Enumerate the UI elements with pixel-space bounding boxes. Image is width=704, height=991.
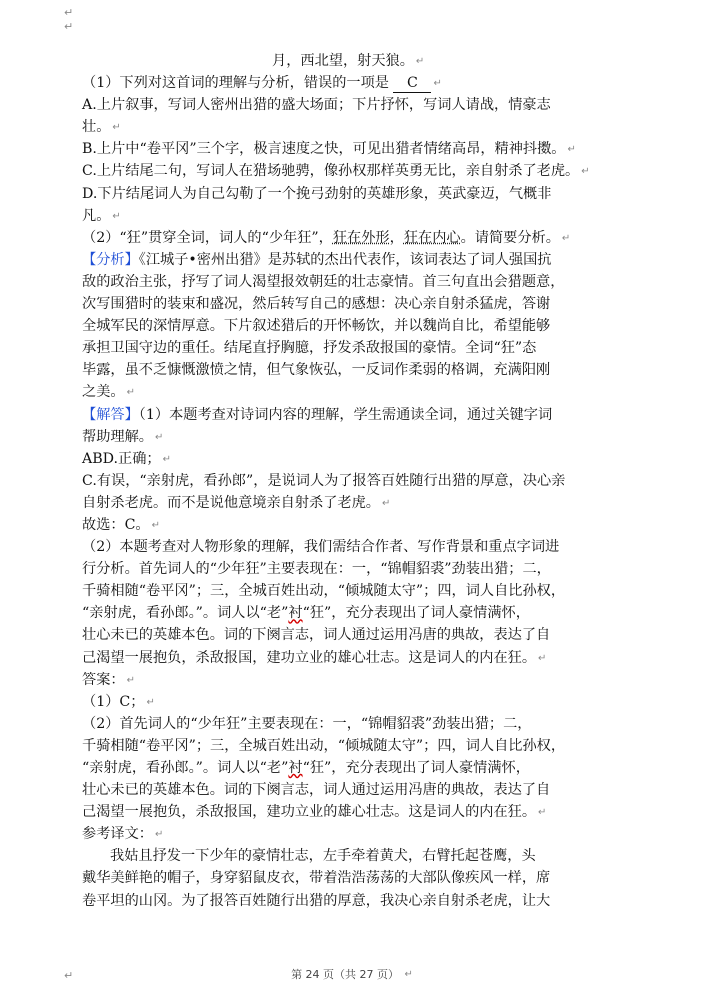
- text-run: 全城军民的深情厚意。下片叙述猎后的开怀畅饮，并以魏尚自比，希望能够: [82, 318, 551, 335]
- paragraph-mark: ↵: [415, 56, 425, 67]
- text-line: [82, 183, 622, 205]
- text-line: [82, 580, 622, 602]
- text-run: “亲射虎，看孙郎。”。词人以“老”: [82, 760, 289, 776]
- text-run: ABD.正确；: [82, 450, 161, 467]
- text-line: [82, 757, 622, 779]
- text-line: [82, 558, 622, 580]
- paragraph-mark: ↵: [162, 453, 172, 465]
- text-line: [82, 779, 622, 801]
- text-line: [82, 845, 622, 867]
- section-tag: 【解答】: [82, 406, 139, 423]
- text-line: [82, 50, 622, 72]
- section-tag: 【分析】: [82, 251, 139, 268]
- text-line: [82, 337, 622, 359]
- paragraph-mark: ↵: [112, 210, 121, 222]
- paragraph-mark: ↵: [561, 232, 571, 244]
- paragraph-mark: ↵: [151, 519, 160, 531]
- text-line: [82, 227, 622, 249]
- text-run: A.上片叙事，写词人密州出猎的盛大场面；下片抒怀，写词人请战，情豪志: [82, 97, 551, 114]
- text-line: [82, 426, 622, 448]
- text-run: “狂”，充分表现出了词人豪情满怀，: [302, 605, 530, 622]
- text-line: [82, 381, 622, 403]
- text-run: 壮心未已的英雄本色。词的下阕言志，词人通过运用冯唐的典故，表达了自: [82, 627, 551, 644]
- text-run: “亲射虎，看孙郎。”。词人以“老”: [82, 605, 289, 622]
- text-run: 衬: [288, 760, 303, 776]
- text-line: [82, 801, 622, 823]
- text-line: [82, 94, 622, 116]
- text-line: [82, 536, 622, 558]
- text-run: （2）首先词人的“少年狂”主要表现在：一，“锦帽貂裘”劲装出猎；二，: [82, 715, 532, 732]
- answer-blank: C: [393, 75, 431, 93]
- text-run: B.上片中“卷平冈”三个字，极言速度之快，可见出猎者情绪高昂，精神抖擞。: [82, 141, 566, 158]
- text-line: [82, 138, 622, 160]
- text-line: [82, 492, 622, 514]
- text-run: （1）下列对这首词的理解与分析，错误的一项是: [82, 75, 394, 92]
- text-line: [82, 867, 622, 889]
- text-line: [82, 359, 622, 381]
- paragraph-mark: ↵: [381, 497, 391, 509]
- text-run: “狂”，充分表现出了词人豪情满怀，: [302, 760, 530, 776]
- text-run: 狂在外形: [332, 229, 390, 246]
- text-line: [82, 823, 622, 845]
- text-line: [82, 735, 622, 757]
- text-run: 壮。: [82, 119, 111, 136]
- text-run: 之美。: [82, 384, 125, 401]
- text-line: [82, 624, 622, 646]
- text-run: （2）本题考查对人物形象的理解，我们需结合作者、写作背景和重点字词进: [82, 539, 560, 556]
- document-body: [82, 50, 622, 912]
- text-line: [82, 602, 622, 624]
- text-line: [82, 691, 622, 713]
- text-run: 己渴望一展抱负，杀敌报国，建功立业的雄心壮志。这是词人的内在狂。: [82, 804, 537, 821]
- text-line: [82, 713, 622, 735]
- text-run: 壮心未已的英雄本色。词的下阕言志，词人通过运用冯唐的典故，表达了自: [82, 782, 551, 799]
- text-line: [82, 72, 622, 94]
- text-run: 衬: [288, 605, 303, 622]
- paragraph-mark: ↵: [126, 674, 135, 686]
- text-run: （2）“狂”贯穿全词，词人的“少年狂”，: [82, 229, 333, 246]
- text-line: [82, 315, 622, 337]
- text-run: D.下片结尾词人为自己勾勒了一个挽弓劲射的英雄形象，英武豪迈，气概非: [82, 185, 552, 202]
- text-run: 故选：C。: [82, 516, 150, 533]
- text-run: 参考译文：: [82, 826, 153, 843]
- text-line: [82, 404, 622, 426]
- paragraph-mark: ↵: [581, 166, 590, 178]
- text-run: 戴华美鲜艳的帽子，身穿貂鼠皮衣，带着浩浩荡荡的大部队像疾风一样，席: [82, 870, 551, 887]
- text-line: [82, 116, 622, 138]
- text-line: [82, 205, 622, 227]
- corner-mark-top: ↵: [64, 6, 74, 19]
- text-run: （1）C；: [82, 693, 145, 710]
- text-line: [82, 890, 622, 912]
- text-run: 我姑且抒发一下少年的豪情壮志，左手牵着黄犬，右臂托起苍鹰，头: [110, 848, 536, 865]
- text-run: 行分析。首先词人的“少年狂”主要表现在：一，“锦帽貂裘”劲装出猎；二，: [82, 561, 551, 578]
- text-run: 《江城子•密州出猎》是苏轼的杰出代表作，该词表达了词人强国抗: [138, 251, 552, 268]
- text-run: （1）本题考查对诗词内容的理解，学生需通读全词，通过关键字词: [138, 406, 553, 423]
- text-line: [82, 669, 622, 691]
- corner-mark-top-2: ↵: [64, 20, 74, 33]
- text-run: 卷平坦的山冈。为了报答百姓随行出猎的厚意，我决心亲自射杀老虎，让大: [82, 892, 551, 909]
- text-line: [82, 271, 622, 293]
- text-run: C.上片结尾二句，写词人在猎场驰骋，像孙权那样英勇无比，亲自射杀了老虎。: [82, 163, 580, 180]
- paragraph-mark: ↵: [154, 829, 164, 841]
- text-run: 次写围猎时的装束和盛况，然后转写自己的感想：决心亲自射杀猛虎，答谢: [82, 296, 551, 313]
- page-footer: [0, 966, 704, 982]
- text-run: 千骑相随“卷平冈”；三，全城百姓出动，“倾城随太守”；四，词人自比孙权，: [82, 583, 566, 600]
- text-line: [82, 249, 622, 271]
- paragraph-mark: ↵: [538, 807, 547, 819]
- text-run: 月，西北望，射天狼。: [272, 53, 414, 69]
- text-run: 答案：: [82, 671, 125, 688]
- text-line: [82, 470, 622, 492]
- text-line: [82, 160, 622, 182]
- paragraph-mark: ↵: [154, 431, 164, 443]
- text-run: 毕露，虽不乏慷慨激愤之情，但气象恢弘，一反词作柔弱的格调，充满阳刚: [82, 362, 551, 379]
- text-run: C.有误，“亲射虎，看孙郎”，是说词人为了报答百姓随行出猎的厚意，决心亲: [82, 472, 566, 489]
- paragraph-mark: ↵: [126, 387, 135, 399]
- text-run: 敌的政治主张，抒写了词人渴望报效朝廷的壮志豪情。首三句直出会猎题意，: [82, 273, 565, 290]
- paragraph-mark: ↵: [433, 78, 442, 90]
- paragraph-mark: ↵: [567, 144, 576, 156]
- text-run: 。请简要分析。: [460, 229, 560, 246]
- text-run: ，: [389, 229, 404, 246]
- text-run: 狂在内心: [403, 229, 461, 246]
- text-run: 千骑相随“卷平冈”；三，全城百姓出动，“倾城随太守”；四，词人自比孙权，: [82, 737, 566, 754]
- paragraph-mark: ↵: [112, 122, 121, 134]
- text-line: [82, 514, 622, 536]
- paragraph-mark: ↵: [404, 969, 413, 980]
- corner-mark-bottom: ↵: [64, 969, 74, 982]
- text-run: 己渴望一展抱负，杀敌报国，建功立业的雄心壮志。这是词人的内在狂。: [82, 649, 537, 666]
- paragraph-mark: ↵: [538, 652, 547, 664]
- text-run: 自射杀老虎。而不是说他意境亲自射杀了老虎。: [82, 494, 380, 511]
- page-number: 第 24 页（共 27 页）: [291, 968, 400, 981]
- text-line: [82, 293, 622, 315]
- text-line: [82, 647, 622, 669]
- text-line: [82, 448, 622, 470]
- text-run: 帮助理解。: [82, 428, 153, 445]
- paragraph-mark: ↵: [146, 696, 155, 708]
- text-run: 凡。: [82, 207, 111, 224]
- text-run: 承担卫国守边的重任。结尾直抒胸臆，抒发杀敌报国的豪情。全词“狂”态: [82, 340, 537, 357]
